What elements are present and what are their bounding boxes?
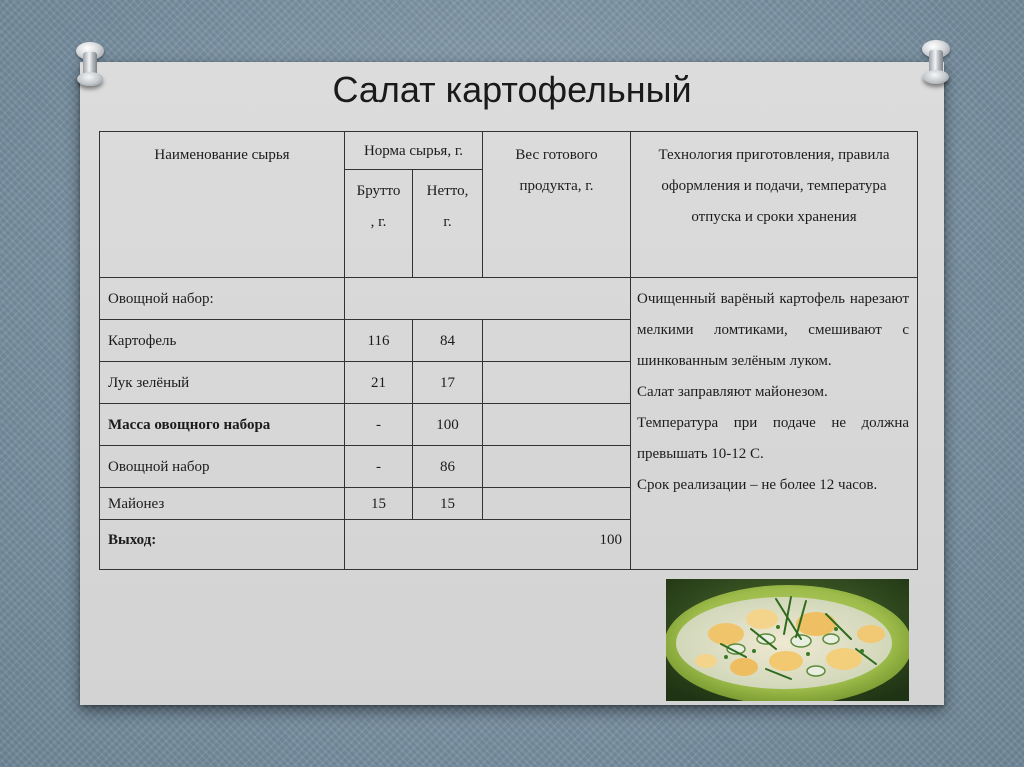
potato-salad-photo bbox=[666, 579, 909, 701]
technology-cell bbox=[631, 278, 918, 570]
row-weight bbox=[483, 362, 631, 404]
row-brutto: - bbox=[345, 404, 413, 446]
row-netto: 84 bbox=[413, 320, 483, 362]
row-name: Овощной набор bbox=[100, 446, 345, 488]
row-weight bbox=[483, 404, 631, 446]
technology-paragraph: Температура при подаче не должна превышать 10-12 С. bbox=[637, 415, 909, 462]
row-netto: 17 bbox=[413, 362, 483, 404]
row-brutto: 15 bbox=[345, 488, 413, 520]
row-name: Майонез bbox=[100, 488, 345, 520]
header-brutto: Брутто , г. bbox=[345, 170, 413, 278]
row-netto: 15 bbox=[413, 488, 483, 520]
row-weight bbox=[483, 488, 631, 520]
row-brutto: 116 bbox=[345, 320, 413, 362]
header-netto: Нетто, г. bbox=[413, 170, 483, 278]
output-value: 100 bbox=[345, 520, 631, 570]
header-weight: Вес готового продукта, г. bbox=[483, 132, 631, 278]
technology-paragraph: Салат заправляют майонезом. bbox=[637, 384, 828, 400]
row-empty-cell bbox=[345, 278, 631, 320]
header-norm: Норма сырья, г. bbox=[345, 132, 483, 170]
row-netto: 86 bbox=[413, 446, 483, 488]
row-name: Картофель bbox=[100, 320, 345, 362]
row-weight bbox=[483, 446, 631, 488]
output-label: Выход: bbox=[100, 520, 345, 570]
page-title: Салат картофельный bbox=[332, 69, 692, 110]
row-name: Лук зелёный bbox=[100, 362, 345, 404]
recipe-table bbox=[99, 131, 918, 570]
salad-bowl-icon bbox=[666, 579, 909, 701]
table-row bbox=[100, 278, 918, 320]
row-name: Овощной набор: bbox=[100, 278, 345, 320]
row-netto: 100 bbox=[413, 404, 483, 446]
technology-paragraph: Очищенный варёный картофель нарезают мелкими ломтиками, смешивают с шинкованным зелёным луком. bbox=[637, 291, 909, 369]
row-brutto: - bbox=[345, 446, 413, 488]
technology-paragraph: Срок реализации – не более 12 часов. bbox=[637, 477, 878, 493]
row-name: Масса овощного набора bbox=[100, 404, 345, 446]
header-name: Наименование сырья bbox=[100, 132, 345, 278]
header-technology: Технология приготовления, правила оформления и подачи, температура отпуска и сроки хранения bbox=[631, 132, 918, 278]
table-header-row bbox=[100, 132, 918, 170]
row-brutto: 21 bbox=[345, 362, 413, 404]
row-weight bbox=[483, 320, 631, 362]
